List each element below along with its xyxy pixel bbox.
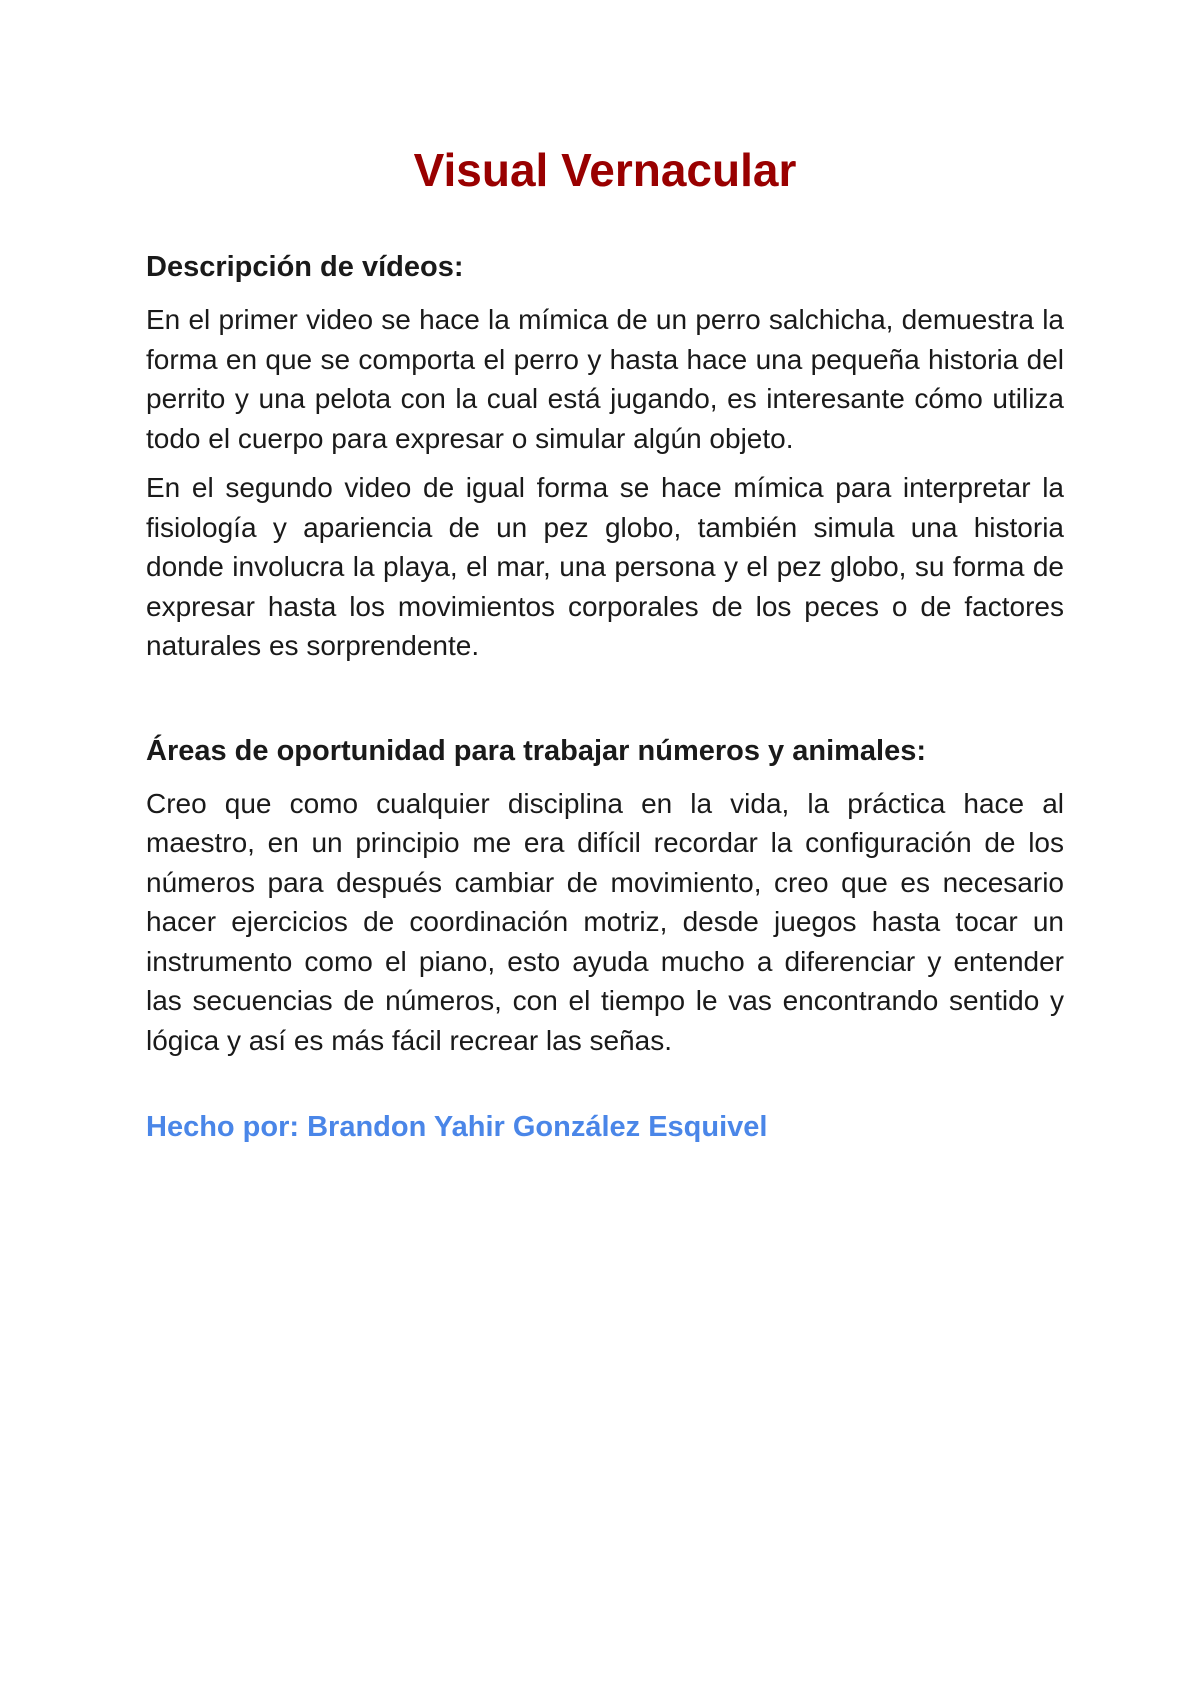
section-spacer	[146, 676, 1064, 732]
author-credit: Hecho por: Brandon Yahir González Esquivel	[146, 1111, 768, 1143]
document-content	[146, 140, 1064, 1146]
paragraph: En el segundo video de igual forma se hace mímica para interpretar la fisiología y apariencia de un pez globo, también simula una historia donde involucra la playa, el mar, una persona y el pez globo, su forma de expresar hasta los movimientos corporales de los peces o de factores naturales es sorprendente.	[146, 472, 1064, 661]
section-video-description	[146, 248, 1064, 666]
section-opportunity-areas	[146, 732, 1064, 1061]
document-title: Visual Vernacular	[413, 144, 797, 196]
paragraph: En el primer video se hace la mímica de un perro salchicha, demuestra la forma en que se comporta el perro y hasta hace una pequeña historia del perrito y una pelota con la cual está jugando, es interesante cómo utiliza todo el cuerpo para expresar o simular algún objeto.	[146, 304, 1064, 454]
paragraph: Creo que como cualquier disciplina en la vida, la práctica hace al maestro, en un principio me era difícil recordar la configuración de los números para después cambiar de movimiento, creo que es necesario hacer ejercicios de coordinación motriz, desde juegos hasta tocar un instrumento como el piano, esto ayuda mucho a diferenciar y entender las secuencias de números, con el tiempo le vas encontrando sentido y lógica y así es más fácil recrear las señas.	[146, 787, 1064, 1056]
section-heading: Descripción de vídeos:	[146, 251, 464, 283]
section-heading: Áreas de oportunidad para trabajar números y animales:	[146, 734, 927, 767]
